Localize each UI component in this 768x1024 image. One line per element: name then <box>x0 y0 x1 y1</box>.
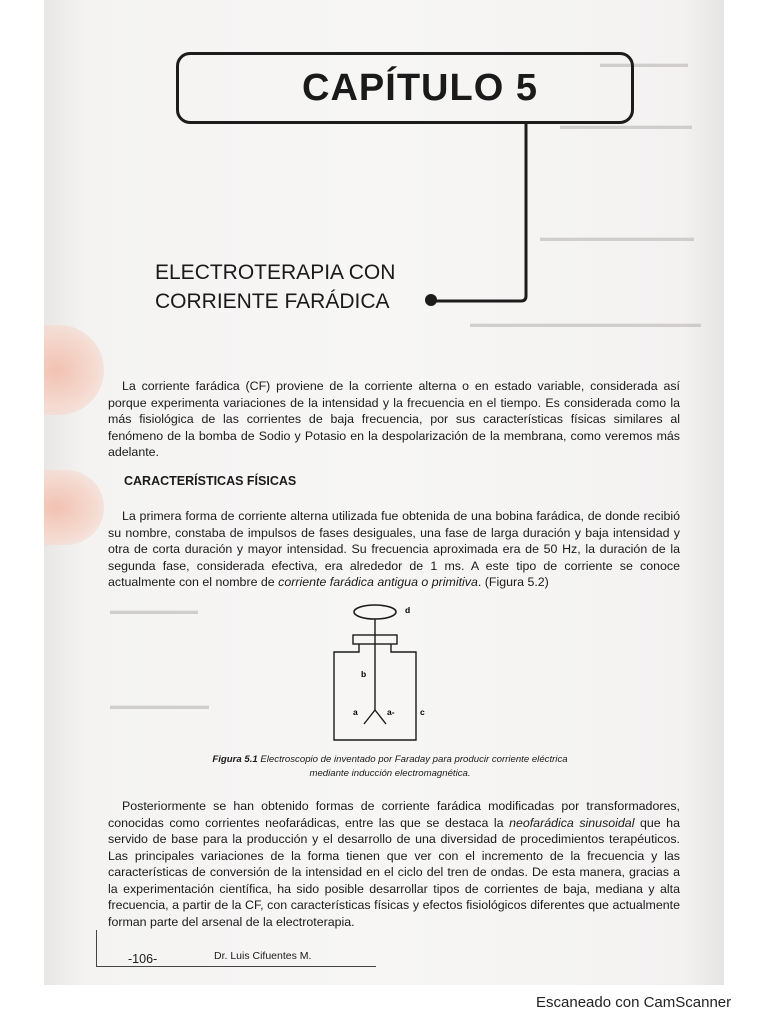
bleed-through-text: ▬▬▬▬▬▬▬▬▬▬▬▬ <box>560 120 692 132</box>
figure-caption-line1: Electroscopio de inventado por Faraday para producir corriente eléctrica <box>260 754 568 765</box>
later-paragraph-text: Posteriormente se han obtenido formas de corriente farádica modificadas por transformadores, conocidas como corrientes neofarádicas, entre las que se destaca la <box>108 799 680 830</box>
bleed-through-text: ▬▬▬▬▬▬▬▬ <box>600 58 688 70</box>
chapter-subtitle <box>155 258 395 316</box>
footer-vertical-rule <box>96 930 97 966</box>
electroscope-leaf-a-minus <box>375 710 386 724</box>
figure-label-a: a <box>353 707 358 717</box>
physical-paragraph-italic: corriente farádica antigua o primitiva <box>278 575 478 589</box>
chapter-title: CAPÍTULO 5 <box>302 66 538 109</box>
figure-label-c: c <box>420 707 425 717</box>
chapter-subtitle-line2: CORRIENTE FARÁDICA <box>155 290 390 313</box>
later-paragraph-italic: neofarádica sinusoidal <box>509 815 635 830</box>
figure-label-a-minus: a- <box>387 707 395 717</box>
figure-caption-label: Figura 5.1 <box>212 754 258 765</box>
later-paragraph-rest: que ha servido de base para la producción y el desarrollo de una diversidad de procedimientos terapéuticos. Las principales variaciones de la forma tienen que ver con el incremento de la frecuencia y las características de conversión de la intensidad en el ciclo del tren de ondas. De esta manera, gracias a la experimentación científica, ha sido posible desarrollar tipos de corrientes de baja, mediana y alta frecuencia, a partir de la CF, con características físicas y efectos fisiológicos diferentes que actualmente forman parte del arsenal de la electroterapia. <box>108 815 680 929</box>
electroscope-diagram <box>320 600 470 745</box>
page-number: -106- <box>128 952 158 966</box>
section-heading: CARACTERÍSTICAS FÍSICAS <box>124 474 297 488</box>
bleed-through-text: ▬▬▬▬▬▬▬▬ <box>110 605 198 617</box>
intro-paragraph <box>108 378 680 461</box>
physical-paragraph-text: La primera forma de corriente alterna utilizada fue obtenida de una bobina farádica, de donde recibió su nombre, constaba de impulsos de fases desiguales, una fase de larga duración y baja intensidad y otra de corta duración y mayor intensidad. Su frecuencia aproximada era de 50 Hz, la duración de la segunda fase, considerada efectiva, era alrededor de 1 ms. A este tipo de corriente se conoce actualmente con el nombre de <box>108 509 680 589</box>
physical-paragraph-end: . (Figura 5.2) <box>477 575 549 589</box>
intro-paragraph-text: La corriente farádica (CF) proviene de la corriente alterna o en estado variable, considerada así porque experimenta variaciones de la intensidad y la frecuencia en el tiempo. Es considerada como la más fisiológica de las corrientes de baja frecuencia, por sus características físicas similares al fenómeno de la bomba de Sodio y Potasio en la despolarización de la membrana, como veremos más adelante. <box>108 379 680 459</box>
scanner-watermark: Escaneado con CamScanner <box>536 994 732 1011</box>
chapter-subtitle-line1: ELECTROTERAPIA CON <box>155 261 396 284</box>
bleed-through-text: ▬▬▬▬▬▬▬▬▬▬▬▬▬▬▬▬▬▬▬▬▬ <box>470 318 701 330</box>
electroscope-leaf-a <box>364 710 375 724</box>
figure-label-d: d <box>405 605 411 615</box>
physical-paragraph <box>108 508 680 591</box>
bleed-through-text: ▬▬▬▬▬▬▬▬▬ <box>110 700 209 712</box>
connector-dot <box>425 294 437 306</box>
figure-caption <box>160 753 620 781</box>
figure-caption-line2: mediante inducción electromagnética. <box>309 768 471 779</box>
footer-author: Dr. Luis Cifuentes M. <box>214 950 312 962</box>
electroscope-disc <box>354 605 396 619</box>
figure-label-b: b <box>361 669 367 679</box>
later-paragraph <box>108 798 680 930</box>
bleed-through-text: ▬▬▬▬▬▬▬▬▬▬▬▬▬▬ <box>540 232 694 244</box>
footer-rule <box>96 966 376 967</box>
